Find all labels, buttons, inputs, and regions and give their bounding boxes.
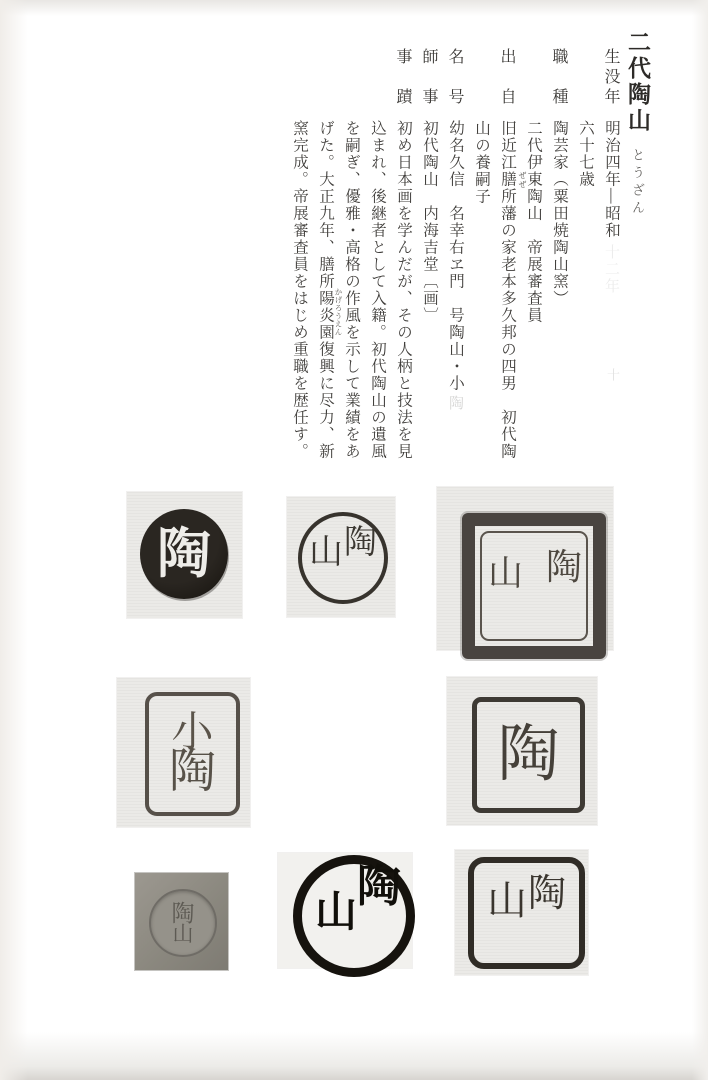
field-text: 窯完成。帝展審査員をはじめ重職を歴任す。 <box>291 120 308 460</box>
seal-photo <box>135 873 228 970</box>
field-occupation-cont <box>522 48 546 484</box>
field-achievements <box>392 48 416 484</box>
entry-title-column <box>620 30 654 460</box>
seal-character: 山 <box>172 921 194 946</box>
seal-character: 山 <box>309 534 343 571</box>
field-text: 幼名久信 名幸右ヱ門 号陶山・小 <box>447 120 464 392</box>
field-text: 山の養嗣子 <box>473 120 490 205</box>
seal-sheet-1 <box>127 492 242 618</box>
field-label: 職 種 <box>550 48 567 108</box>
field-achievements-cont <box>314 48 338 484</box>
seal-mark-rounded-square <box>468 857 585 969</box>
field-label: 生没年 <box>602 48 619 108</box>
field-label: 名 号 <box>446 48 463 108</box>
field-text: 込まれ、後継者として入籍。初代陶山の遺風 <box>369 120 386 460</box>
seal-character: 陶 <box>497 721 560 789</box>
entry-title-kana: とうざん <box>630 148 645 218</box>
page-edge-top <box>0 0 708 16</box>
field-text: 明治四年―昭和 <box>603 120 620 239</box>
seal-sheet-4 <box>117 678 250 827</box>
seal-sheet-3 <box>437 487 613 650</box>
seal-character: 小 <box>171 710 214 756</box>
faded-text: 陶 <box>447 395 463 412</box>
field-text: 陶芸家（粟田焼陶山窯） <box>551 120 568 307</box>
field-label: 師 事 <box>420 48 437 108</box>
seal-character: 陶 <box>157 524 211 584</box>
field-origin <box>496 48 520 484</box>
field-teachers <box>418 48 442 484</box>
seal-character: 陶 <box>171 900 195 926</box>
field-achievements-cont <box>340 48 364 484</box>
field-text: げた。大正九年、膳所陽炎園復興に尽力、新 <box>317 120 334 460</box>
seal-character: 陶 <box>169 746 216 798</box>
ruby-annotation-kagerouen: かげろうえん <box>334 288 343 336</box>
field-text: 二代伊東陶山 帝展審査員 <box>525 120 542 324</box>
ruby-annotation-zeze: ぜぜ <box>518 171 527 189</box>
seal-character: 山 <box>315 890 358 936</box>
seal-mark-square-double-frame <box>462 513 606 659</box>
seal-sheet-2 <box>287 497 395 617</box>
field-text: 六十七歳 <box>577 120 594 188</box>
page-edge-bottom <box>0 1032 708 1080</box>
seal-mark-round-solid <box>140 509 228 599</box>
seal-character: 山 <box>487 878 527 923</box>
seal-character: 陶 <box>344 525 377 561</box>
seal-character: 陶 <box>527 873 566 915</box>
field-names <box>444 48 468 484</box>
faded-text: 十 <box>605 368 620 383</box>
seal-mark-rounded-rect <box>145 692 240 816</box>
field-label: 事 蹟 <box>394 48 411 108</box>
field-birth-death-cont <box>574 48 598 484</box>
field-text: 初代陶山 内海吉堂〔画〕 <box>421 120 438 324</box>
seal-sheet-7 <box>278 853 412 968</box>
seal-character: 陶 <box>545 547 582 587</box>
page-edge-right <box>692 0 708 1080</box>
seal-character: 陶 <box>357 862 401 911</box>
field-origin-cont <box>470 48 494 484</box>
field-text: 初め日本画を学んだが、その人柄と技法を見 <box>395 120 412 460</box>
field-text: 旧近江膳所藩の家老本多久邦の四男 初代陶 <box>499 120 516 460</box>
seal-mark-impressed-round <box>149 889 217 957</box>
seal-mark-bold-circle <box>293 855 415 977</box>
seal-character: 山 <box>488 554 524 593</box>
seal-mark-square-single <box>472 697 585 813</box>
seal-mark-round-outline <box>298 512 388 604</box>
seal-sheet-8 <box>455 850 588 975</box>
faded-text: 十二年 <box>603 244 619 295</box>
entry-title: 二代陶山 <box>625 30 650 134</box>
page-edge-left <box>0 0 28 1080</box>
field-achievements-cont <box>288 48 312 484</box>
field-achievements-cont <box>366 48 390 484</box>
field-text: を嗣ぎ、優雅・高格の作風を示して業績をあ <box>343 120 360 460</box>
field-birth-death <box>600 48 624 484</box>
field-label: 出 自 <box>498 48 515 108</box>
field-occupation <box>548 48 572 484</box>
seal-sheet-5 <box>447 677 597 825</box>
